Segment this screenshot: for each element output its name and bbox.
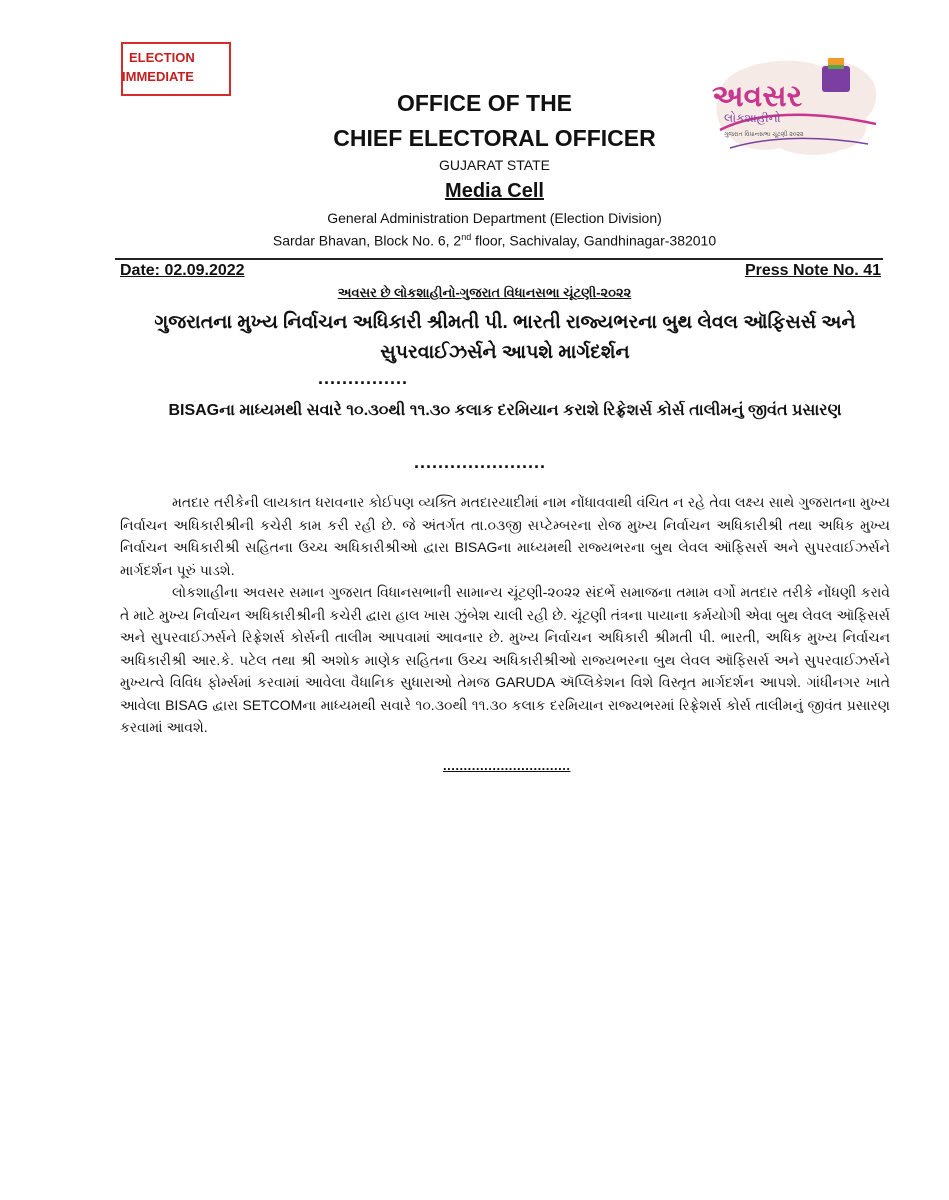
stamp-line-1: ELECTION [129,50,195,65]
media-cell-heading: Media Cell [445,180,544,202]
press-note-number: Press Note No. 41 [744,262,881,279]
press-body [120,491,890,739]
address-part-1: Sardar Bhavan, Block No. 6, 2 [272,232,462,249]
office-address [20,232,949,249]
election-immediate-stamp [121,42,231,96]
separator-dots-1: ............... [318,368,409,388]
campaign-tagline: અવસર છે લોકશાહીનો-ગુજરાત વિધાનસભા ચૂંટણી-૨૦૨૨ [337,285,632,300]
header-divider [115,258,883,260]
body-paragraph-1: મતદાર તરીકેની લાયકાત ધરાવનાર કોઈપણ વ્યક્તિ મતદારયાદીમાં નામ નોંધાવવાથી વંચિત ન રહે તેવા લક્ષ્ય સાથે ગુજરાતના મુખ્ય નિર્વાચન અધિકારીશ્રીની કચેરી કામ કરી રહી છે. જે અંતર્ગત તા.૦૩જી સપ્ટેમ્બરના રોજ મુખ્ય નિર્વાચન અધિકારીશ્રી તથા અધિક મુખ્ય નિર્વાચન અધિકારીશ્રી સહિતના ઉચ્ચ અધિકારીશ્રીઓ દ્વારા BISAGના માધ્યમથી રાજ્યભરના બુથ લેવલ ઑફિસર્સ અને સુપરવાઈઝર્સને માર્ગદર્શન પૂરું પાડશે. [120,494,890,578]
state-name: GUJARAT STATE [439,157,550,173]
department-name: General Administration Department (Election Division) [327,210,662,226]
address-part-2: floor, Sachivalay, Gandhinagar-382010 [471,232,717,249]
office-title-line-1: OFFICE OF THE [396,90,573,116]
press-headline: ગુજરાતના મુખ્ય નિર્વાચન અધિકારી શ્રીમતી પી. ભારતી રાજ્યભરના બુથ લેવલ ઑફિસર્સ અને સુપરવાઈઝર્સને આપશે માર્ગદર્શન [154,312,856,363]
separator-dots-2: ...................... [414,452,547,472]
office-title-line-2: CHIEF ELECTORAL OFFICER [333,125,656,151]
ballot-box-icon [822,58,850,92]
closing-dots: ............................... [443,758,571,773]
logo-title: અવસર [712,79,803,114]
body-paragraph-2: લોકશાહીના અવસર સમાન ગુજરાત વિધાનસભાની સામાન્ય ચૂંટણી-૨૦૨૨ સંદર્ભે સમાજના તમામ વર્ગો મતદાર તરીકે નોંધણી કરાવે તે માટે મુખ્ય નિર્વાચન અધિકારીશ્રીની કચેરી દ્વારા હાલ ખાસ ઝુંબેશ ચાલી રહી છે. ચૂંટણી તંત્રના પાયાના કર્મયોગી એવા બુથ લેવલ ઑફિસર્સ અને સુપરવાઈઝર્સને રિફ્રેશર્સ કોર્સની તાલીમ આપવામાં આવનાર છે. મુખ્ય નિર્વાચન અધિકારી શ્રીમતી પી. ભારતી, અધિક મુખ્ય નિર્વાચન અધિકારીશ્રી આર.કે. પટેલ તથા શ્રી અશોક માણેક સહિતના ઉચ્ચ અધિકારીશ્રીઓ રાજ્યભરના બુથ લેવલ ઑફિસર્સ અને સુપરવાઈઝર્સને મુખ્યત્વે વિવિધ ફોર્મ્સમાં કરવામાં આવેલા વૈધાનિક સુધારાઓ તેમજ GARUDA ઍપ્લિકેશન વિશે વિસ્તૃત માર્ગદર્શન આપશે. ગાંધીનગર ખાતે આવેલા BISAG દ્વારા SETCOMના માધ્યમથી સવારે ૧૦.૩૦થી ૧૧.૩૦ કલાક દરમિયાન રાજ્યભરમાં રિફ્રેશર્સ કોર્સ તાલીમનું જીવંત પ્રસારણ કરવામાં આવશે. [120,584,890,735]
stamp-line-2: IMMEDIATE [122,69,194,84]
address-superscript: nd [461,232,472,242]
logo-tag: ગુજરાત વિધાનસભા ચૂંટણી ૨૦૨૨ [724,131,804,138]
logo-subtitle: લોકશાહીનો [724,111,781,125]
press-note-date: Date: 02.09.2022 [120,262,245,279]
press-subheadline: BISAGના માધ્યમથી સવારે ૧૦.૩૦થી ૧૧.૩૦ કલાક દરમિયાન કરાશે રિફ્રેશર્સ કોર્સ તાલીમનું જીવંત પ્રસારણ [168,402,842,419]
